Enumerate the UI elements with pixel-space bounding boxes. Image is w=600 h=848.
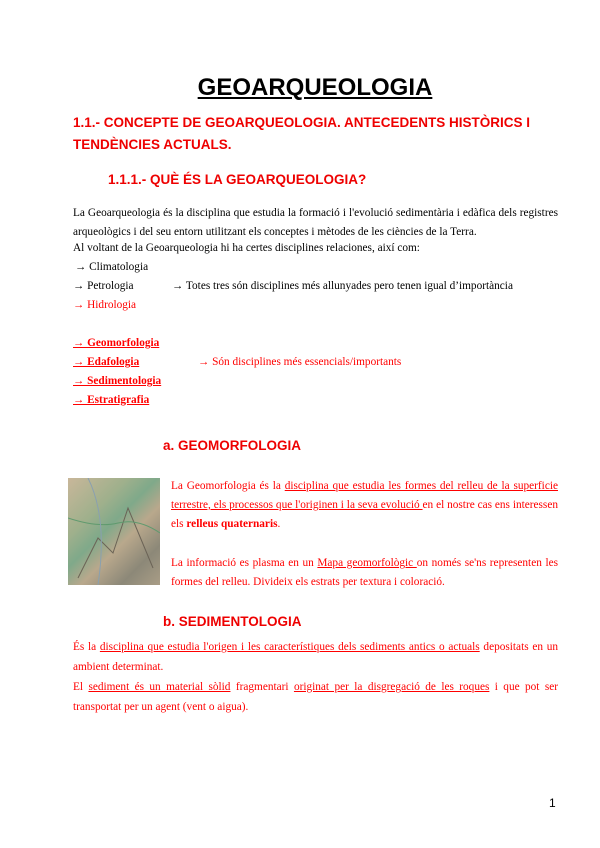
underlined-text: disciplina que estudia les formes del relleu de la superficie terrestre, els processos que l'originen i la seva evolució — [171, 480, 558, 511]
page-number: 1 — [549, 796, 556, 810]
list-item: → Estratigrafia — [73, 394, 150, 406]
text: fragmentari — [230, 681, 294, 693]
text: El — [73, 681, 89, 693]
sedimentologia-heading: b. SEDIMENTOLOGIA — [163, 614, 302, 629]
list-item: → Geomorfologia — [73, 337, 160, 349]
text: i que pot ser transportat per un agent (vent o aigua). — [73, 681, 558, 713]
list-item: → Petrologia — [73, 280, 134, 292]
geomorphology-map-image — [68, 478, 160, 585]
underlined-text: disciplina que estudia l'origen i les característiques dels sediments antics o actuals — [99, 641, 480, 653]
intro-paragraph: La Geoarqueologia és la disciplina que estudia la formació i l'evolució sedimentària i edàfica dels registres arqueològics i del seu entorn utilitzant els conceptes i mètodes de les ciències de la Terra. — [73, 207, 558, 238]
text: . — [277, 518, 281, 530]
document-title: GEOARQUEOLOGIA — [197, 74, 433, 101]
note: → Són disciplines més essencials/importants — [198, 356, 402, 368]
geomorfologia-heading: a. GEOMORFOLOGIA — [163, 438, 302, 453]
sedimentologia-paragraph-2 — [73, 677, 558, 717]
subsection-heading: 1.1.1.- QUÈ ÉS LA GEOARQUEOLOGIA? — [108, 172, 367, 187]
list-item: → Sedimentologia — [73, 375, 162, 387]
heading-line: 1.1.- CONCEPTE DE GEOARQUEOLOGIA. ANTECEDENTS HISTÒRICS I — [73, 115, 531, 130]
sedimentologia-paragraph-1 — [73, 637, 558, 677]
underlined-text: sediment és un material sòlid — [88, 681, 231, 693]
text: És la — [73, 641, 100, 653]
text: en el nostre cas ens interessen els — [171, 499, 558, 530]
list-item: → Edafologia — [73, 356, 140, 368]
related-text: Al voltant de la Geoarqueologia hi ha certes disciplines relaciones, així com: — [73, 242, 420, 254]
text: on només se'ns representen les formes del relleu. Divideix els estrats per textura i coloració. — [171, 557, 558, 588]
section-heading — [73, 112, 530, 156]
underlined-text: originat per la disgregació de les roques — [293, 681, 490, 693]
underlined-text: Mapa geomorfològic — [317, 557, 417, 569]
geomorfologia-paragraph-2 — [171, 554, 558, 592]
list-item: → Climatologia — [75, 261, 149, 273]
list-item: → Hidrologia — [73, 299, 137, 311]
map-relief-icon — [68, 478, 160, 585]
text: depositats en un ambient determinat. — [73, 641, 558, 673]
note: → Totes tres són disciplines més allunyades pero tenen igual d’importància — [172, 280, 513, 292]
heading-line: TENDÈNCIES ACTUALS. — [73, 137, 232, 152]
geomorfologia-paragraph-1 — [171, 477, 558, 534]
bold-text: relleus quaternaris — [186, 518, 278, 530]
text: La informació es plasma en un — [171, 557, 318, 569]
text: La Geomorfologia és la — [171, 480, 285, 492]
